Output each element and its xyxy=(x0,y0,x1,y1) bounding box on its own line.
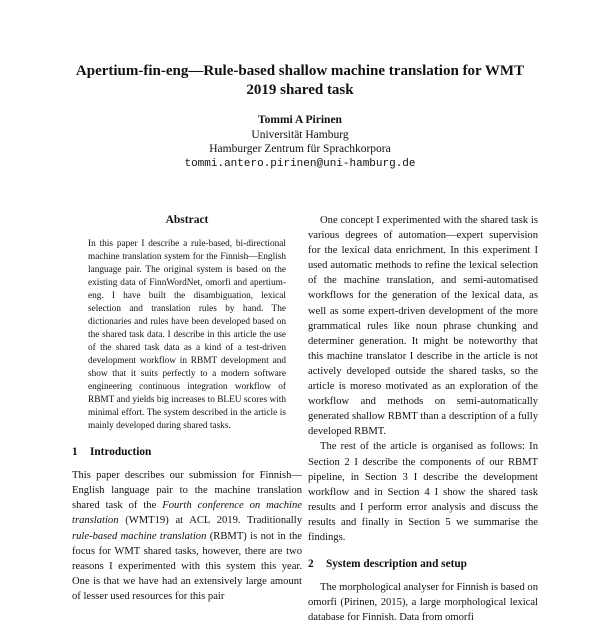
author-email: tommi.antero.pirinen@uni-hamburg.de xyxy=(184,157,416,170)
abstract-heading: Abstract xyxy=(165,214,209,226)
author-affiliation-2: Hamburger Zentrum für Sprachkorpora xyxy=(209,143,391,155)
section-number: 2 xyxy=(308,558,314,571)
right-paragraph-3: The morphological analyser for Finnish is based on omorfi (Pirinen, 2015), a large morphological lexical database for Finnish. Data from omorfi xyxy=(308,582,539,624)
intro-text-c: (RBMT) is not in the focus for WMT shared tasks, however, there are two reasons I experimented with this system this year. One is that we have had an extensively large amount of lesser used resources for this pair xyxy=(72,530,303,602)
intro-text-b: (WMT19) at ACL 2019. Traditionally xyxy=(118,515,302,527)
section-heading-system xyxy=(308,557,538,572)
author-name: Tommi A Pirinen xyxy=(258,114,342,126)
intro-emphasis-1: Fourth conference on machine translation xyxy=(72,500,302,527)
paper-title: Apertium-fin-eng—Rule-based shallow machine translation for WMT 2019 shared task xyxy=(75,63,525,98)
section-heading-introduction xyxy=(72,445,302,460)
left-column xyxy=(72,213,302,604)
section-title: Introduction xyxy=(90,446,152,459)
author-block xyxy=(100,113,500,171)
intro-text-a: This paper describes our submission for Finnish—English language pair to the machine translation shared task of the xyxy=(72,470,302,512)
section-title: System description and setup xyxy=(326,558,467,571)
right-paragraph-2: The rest of the article is organised as follows: In Section 2 I describe the components of our RBMT pipeline, in Section 3 I describe the development workflow and in Section 4 I show the shared task results and I perform error analysis and discuss the results and finally in Section 5 we summarise the findings. xyxy=(308,441,538,543)
right-paragraph-1: One concept I experimented with the shared task is various degrees of automation—expert supervision for the lexical data enrichment. In this experiment I used automatic methods to refine the lexical selection of the machine translation, and semi-automatised workflows for the generation of the lexical data, as well as some expert-driven development of the more grammatical rules like noun phrase chunking and determiner generation. It might be noteworthy that this machine translator I describe in the article is not actively developed outside the shared tasks, so the article is moreso motivated as an exploration of the workflow and methods on semi-automatically generated shallow RBMT than a description of a fully developed RBMT. xyxy=(308,215,538,438)
intro-paragraph xyxy=(72,468,302,604)
abstract-text: In this paper I describe a rule-based, bi-directional machine translation system for the Finnish—English language pair. The original system is based on the existing data of FinnWordNet, omorfi and apertium-eng. I have built the disambiguation, lexical selection and translation rules by hand. The dictionaries and rules have been developed based on the shared task data. I describe in this article the use of the shared task data as a kind of a test-driven development workflow in RBMT development and show that it suits perfectly to a modern software engineering continuous integration workflow of RBMT and yields big increases to BLEU scores with minimal effort. The system described in the article is mainly developed during shared tasks. xyxy=(88,239,286,432)
author-affiliation-1: Universität Hamburg xyxy=(251,128,349,141)
right-column xyxy=(308,213,538,625)
section-number: 1 xyxy=(72,446,78,459)
intro-emphasis-2: rule-based machine translation xyxy=(72,530,207,542)
